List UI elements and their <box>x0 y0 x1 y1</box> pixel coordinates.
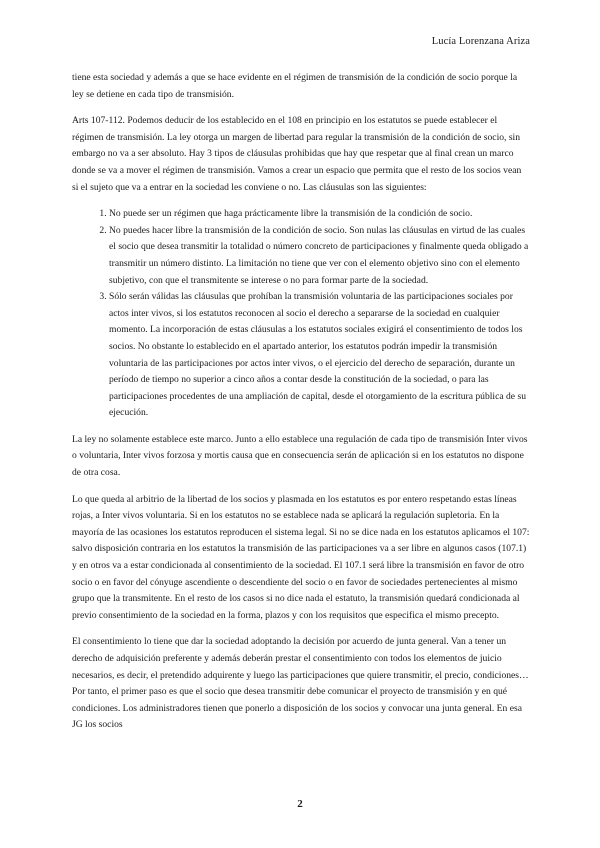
document-body <box>72 70 530 744</box>
header-author: Lucía Lorenzana Ariza <box>431 36 530 47</box>
paragraph-1: tiene esta sociedad y además a que se hace evidente en el régimen de transmisión de la condición de socio porque la ley se detiene en cada tipo de transmisión. <box>72 72 518 100</box>
clauses-list <box>72 206 530 422</box>
paragraph-5: El consentimiento lo tiene que dar la sociedad adoptando la decisión por acuerdo de junta general. Van a tener un derecho de adquisición preferente y además deberán prestar el consentimiento con todos los elementos de juicio necesarios, es decir, el pretendido adquirente y luego las participaciones que quiere transmitir, el precio, condiciones… Por tanto, el primer paso es que el socio que desea transmitir debe comunicar el proyecto de transmisión y en qué condiciones. Los administradores tienen que ponerlo a disposición de los socios y convocar una junta general. En esa JG los socios <box>72 636 529 731</box>
page-number: 2 <box>297 798 303 810</box>
list-item: 2. No puedes hacer libre la transmisión de la condición de socio. Son nulas las cláusulas en virtud de las cuales el socio que desea transmitir la totalidad o número concreto de participaciones y finalmente queda obligado a transmitir un número distinto. La limitación no tiene que ver con el elemento objetivo sino con el elemento subjetivo, con que el transmitente se interese o no para formar parte de la sociedad. <box>109 223 530 289</box>
paragraph-4: Lo que queda al arbitrio de la libertad de los socios y plasmada en los estatutos es por entero respetando estas líneas rojas, a Inter vivos voluntaria. Si en los estatutos no se establece nada se aplicará la regulación supletoria. En la mayoría de las ocasiones los estatutos reproducen el sistema legal. Si no se dice nada en los estatutos aplicamos el 107: salvo disposición contraria en los estatutos la transmisión de las participaciones va a ser libre en algunos casos (107.1) y en otros va a estar condicionada al consentimiento de la sociedad. El 107.1 será libre la transmisión en favor de otro socio o en favor del cónyuge ascendiente o descendiente del socio o en favor de sociedades pertenecientes al mismo grupo que la transmitente. En el resto de los casos si no dice nada el estatuto, la transmisión quedará condicionada al previo consentimiento de la sociedad en la forma, plazos y con los requisitos que especifica el mismo precepto. <box>72 493 530 621</box>
list-item: 3. Sólo serán válidas las cláusulas que prohíban la transmisión voluntaria de las participaciones sociales por actos inter vivos, si los estatutos reconocen al socio el derecho a separarse de la sociedad en cualquier momento. La incorporación de estas cláusulas a los estatutos sociales exigirá el consentimiento de todos los socios. No obstante lo establecido en el apartado anterior, los estatutos podrán impedir la transmisión voluntaria de las participaciones por actos inter vivos, o el ejercicio del derecho de separación, durante un período de tiempo no superior a cinco años a contar desde la constitución de la sociedad, o para las participaciones procedentes de una ampliación de capital, desde el otorgamiento de la escritura pública de su ejecución. <box>109 289 530 422</box>
paragraph-3: La ley no solamente establece este marco. Junto a ello establece una regulación de cada tipo de transmisión Inter vivos o voluntaria, Inter vivos forzosa y mortis causa que en consecuencia serán de aplicación si en los estatutos no dispone de otra cosa. <box>72 433 528 479</box>
paragraph-2: Arts 107-112. Podemos deducir de los establecido en el 108 en principio en los estatutos se puede establecer el régimen de transmisión. La ley otorga un margen de libertad para regular la transmisión de la condición de socio, sin embargo no va a ser absoluto. Hay 3 tipos de cláusulas prohibidas que hay que respetar que al final crean un marco donde se va a mover el régimen de transmisión. Vamos a crear un espacio que permita que el resto de los socios vean si el sujeto que va a entrar en la sociedad les conviene o no. Las cláusulas son las siguientes: <box>72 115 522 193</box>
list-item: 1. No puede ser un régimen que haga prácticamente libre la transmisión de la condición de socio. <box>109 206 530 223</box>
